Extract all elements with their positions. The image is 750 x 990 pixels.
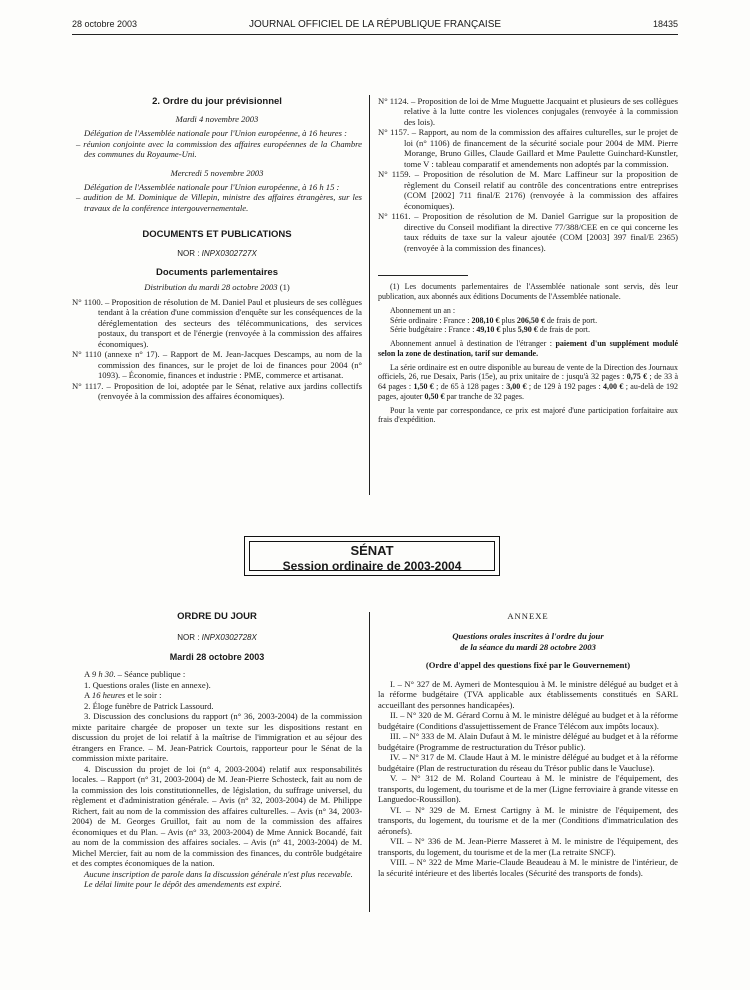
annexe-question-4: IV. – N° 317 de M. Claude Haut à M. le ministre délégué au budget et à la réforme budgétaire (Plan de restructuration du réseau du Trésor public dans le Vaucluse). [378, 752, 678, 773]
footnote [378, 282, 678, 425]
bottom-right-column [378, 611, 678, 878]
senat-session: Session ordinaire de 2003-2004 [282, 558, 462, 573]
annexe-subtitle-2: de la séance du mardi 28 octobre 2003 [460, 641, 596, 652]
annexe-question-3: III. – N° 333 de M. Alain Dufaut à M. le ministre délégué au budget et à la réforme budgétaire (Programme de restructuration du Trésor public). [378, 731, 678, 752]
annexe-question-8: VIII. – N° 322 de Mme Marie-Claude Beaudeau à M. le ministre de l'intérieur, de la sécurité intérieure et des libertés locales (Sécurité des transports de fonds). [378, 857, 678, 878]
page-number: 18435 [652, 19, 678, 29]
footnote-serie-budgetaire: Série budgétaire : France : 49,10 € plus 5,90 € de frais de port. [390, 325, 590, 335]
annexe-question-5: V. – N° 312 de M. Roland Courteau à M. le ministre de l'équipement, des transports, du logement, du tourisme et de la mer (Ligne ferroviaire à grande vitesse en Languedoc-Roussillon). [378, 773, 678, 805]
footnote-serie-ordinaire: Série ordinaire : France : 208,10 € plus 206,50 € de frais de port. [390, 315, 598, 325]
odj-prev-item2: – audition de M. Dominique de Villepin, ministre des affaires étrangères, sur les travaux de la conférence intergouvernementale. [76, 192, 362, 213]
odj-title: ORDRE DU JOUR [177, 611, 257, 622]
top-left-column [72, 96, 362, 402]
docs-title: DOCUMENTS ET PUBLICATIONS [142, 229, 292, 241]
running-header [72, 19, 678, 31]
docs-nor-value: INPX0302727X [201, 249, 257, 259]
odj-time-morning: A 9 h 30. – Séance publique : [84, 669, 186, 680]
annexe-title: ANNEXE [507, 611, 549, 621]
odj-item-2: 2. Éloge funèbre de Patrick Lassourd. [84, 700, 214, 711]
column-divider-top [369, 95, 370, 495]
odj-prev-day1: Mardi 4 novembre 2003 [175, 113, 259, 124]
bottom-left-column [72, 611, 362, 889]
footnote-correspondance: Pour la vente par correspondance, ce prix est majoré d'une participation forfaitaire aux frais d'expédition. [378, 405, 678, 425]
doc-item-1157: N° 1157. – Rapport, au nom de la commission des affaires culturelles, sur le projet de loi (n° 1106) de financement de la sécurité sociale pour 2004 de MM. Pierre Morange, Bruno Gilles, Claude Gaillard et Mme Paulette Guinchard-Kunstler, tome V : tableau comparatif et amendements non adoptés par la commission. [378, 127, 678, 169]
column-divider-bottom [369, 612, 370, 912]
odj-prev-delegation1: Délégation de l'Assemblée nationale pour l'Union européenne, à 16 heures : [84, 128, 347, 139]
docs-nor: NOR : INPX0302727X [177, 249, 257, 259]
odj-nor: NOR : INPX0302728X [177, 632, 257, 642]
doc-item-1100: N° 1100. – Proposition de résolution de M. Daniel Paul et plusieurs de ses collègues tendant à la création d'une commission d'enquête sur les conséquences de la déréglementation des secteurs des télécommunications, des services postaux, du transport et de l'énergie (renvoyée à la commission des affaires économiques). [72, 296, 362, 349]
footnote-vente: La série ordinaire est en outre disponible au bureau de vente de la Direction des Journaux officiels, 26, rue Desaix, Paris (15e), au prix unitaire de : jusqu'à 32 pages : 0,75 € ; de 33 à 64 pages : 1,50 € ; de 65 à 128 pages : 3,00 € ; de 129 à 192 pages : 4,00 € ; au-delà de 192 pages, ajouter 0,50 € par tranche de 32 pages. [378, 362, 679, 401]
odj-prev-item1: – réunion conjointe avec la commission des affaires européennes de la Chambre des communes du Royaume-Uni. [76, 138, 362, 160]
odj-item-1: 1. Questions orales (liste en annexe). [84, 679, 211, 690]
doc-item-1159: N° 1159. – Proposition de résolution de M. Marc Laffineur sur la proposition de règlement du Conseil relatif au contrôle des concentrations entre entreprises (COM [2002] 711 final/E 2176) (renvoyée à la commission des affaires économiques). [378, 169, 678, 211]
odj-note-delai: Le délai limite pour le dépôt des amendements est expiré. [84, 878, 282, 889]
doc-item-1117: N° 1117. – Proposition de loi, adoptée par le Sénat, relative aux jardins collectifs (renvoyée à la commission des affaires économiques). [72, 380, 362, 402]
odj-item-4: 4. Discussion du projet de loi (n° 4, 2003-2004) relatif aux responsabilités locales. – Rapport (n° 31, 2003-2004) de M. Jean-Pierre Schosteck, fait au nom de la commission des lois constitutionnelles, de législation, du suffrage universel, du règlement et d'administration générale. – Avis (n° 32, 2003-2004) de M. Philippe Richert, fait au nom de la commission des affaires culturelles. – Avis (n° 34, 2003-2004) de M. Georges Gruillot, fait au nom de la commission des affaires économiques et du Plan. – Avis (n° 33, 2003-2004) de Mme Annick Bocandé, fait au nom de la commission des affaires sociales. – Avis (n° 41, 2003-2004) de M. Michel Mercier, fait au nom de la commission des finances, du contrôle budgétaire et des comptes économiques de la nation. [72, 763, 362, 869]
docs-subtitle: Documents parlementaires [156, 266, 278, 278]
annexe-subtitle-1: Questions orales inscrites à l'ordre du jour [452, 631, 604, 642]
senat-heading-box [244, 536, 500, 576]
odj-prev-title: 2. Ordre du jour prévisionnel [152, 96, 282, 107]
footnote-etranger: Abonnement annuel à destination de l'étranger : paiement d'un supplément modulé selon la zone de destination, tarif sur demande. [378, 339, 678, 358]
footnote-note: (1) Les documents parlementaires de l'Assemblée nationale sont servis, dès leur publication, aux abonnés aux éditions Documents de l'Assemblée nationale. [378, 282, 678, 302]
doc-item-1124: N° 1124. – Proposition de loi de Mme Muguette Jacquaint et plusieurs de ses collègues relative à la lutte contre les violences conjugales (renvoyée à la commission des lois). [378, 96, 678, 127]
annexe-ordre: (Ordre d'appel des questions fixé par le Gouvernement) [425, 660, 631, 671]
journal-title: JOURNAL OFFICIEL DE LA RÉPUBLIQUE FRANÇAISE [248, 19, 502, 30]
annexe-question-6: VI. – N° 329 de M. Ernest Cartigny à M. le ministre de l'équipement, des transports, du logement, du tourisme et de la mer (Conditions d'immatriculation des aéronefs). [378, 804, 678, 836]
footnote-rule [378, 275, 468, 276]
odj-prev-day2: Mercredi 5 novembre 2003 [170, 167, 264, 178]
top-right-column [378, 96, 678, 425]
annexe-question-7: VII. – N° 336 de M. Jean-Pierre Masseret à M. le ministre de l'équipement, des transports, du logement, du tourisme et de la mer (La retraite SNCF). [378, 836, 678, 857]
header-date: 28 octobre 2003 [72, 19, 138, 29]
annexe-question-1: I. – N° 327 de M. Aymeri de Montesquiou à M. le ministre délégué au budget et à la réforme budgétaire (TVA applicable aux établissements constitués en SARL accueillant des personnes handicapées). [378, 678, 678, 710]
odj-note-inscription: Aucune inscription de parole dans la discussion générale n'est plus recevable. [84, 868, 353, 879]
footnote-abonnement: Abonnement un an : [390, 305, 456, 315]
annexe-question-2: II. – N° 320 de M. Gérard Cornu à M. le ministre délégué au budget et à la réforme budgétaire (Conditions d'assujettissement de France Télécom aux impôts locaux). [378, 710, 678, 731]
odj-prev-delegation2: Délégation de l'Assemblée nationale pour l'Union européenne, à 16 h 15 : [84, 182, 340, 192]
doc-item-1161: N° 1161. – Proposition de résolution de M. Daniel Garrigue sur la proposition de directive du Conseil modifiant la directive 77/388/CEE en ce qui concerne les taux réduits de taxe sur la valeur ajoutée (COM [2003] 397 final/E 2365) (renvoyée à la commission des finances). [378, 211, 678, 253]
odj-item-3: 3. Discussion des conclusions du rapport (n° 36, 2003-2004) de la commission mixte paritaire chargée de proposer un texte sur les dispositions restant en discussion du projet de loi relatif à la maîtrise de l'immigration et au séjour des étrangers en France. – M. Jean-Patrick Courtois, rapporteur pour le Sénat de la commission mixte paritaire. [72, 711, 362, 764]
odj-time-afternoon: A 16 heures et le soir : [84, 690, 162, 701]
odj-nor-value: INPX0302728X [201, 632, 257, 642]
docs-distribution: Distribution du mardi 28 octobre 2003 (1) [144, 282, 290, 293]
senat-title: SÉNAT [350, 543, 394, 558]
doc-item-1110: N° 1110 (annexe n° 17). – Rapport de M. Jean-Jacques Descamps, au nom de la commission des finances, sur le projet de loi de finances pour 2004 (n° 1093). – Économie, finances et industrie : PME, commerce et artisanat. [72, 349, 362, 381]
header-rule [72, 34, 678, 35]
odj-day: Mardi 28 octobre 2003 [169, 652, 265, 663]
